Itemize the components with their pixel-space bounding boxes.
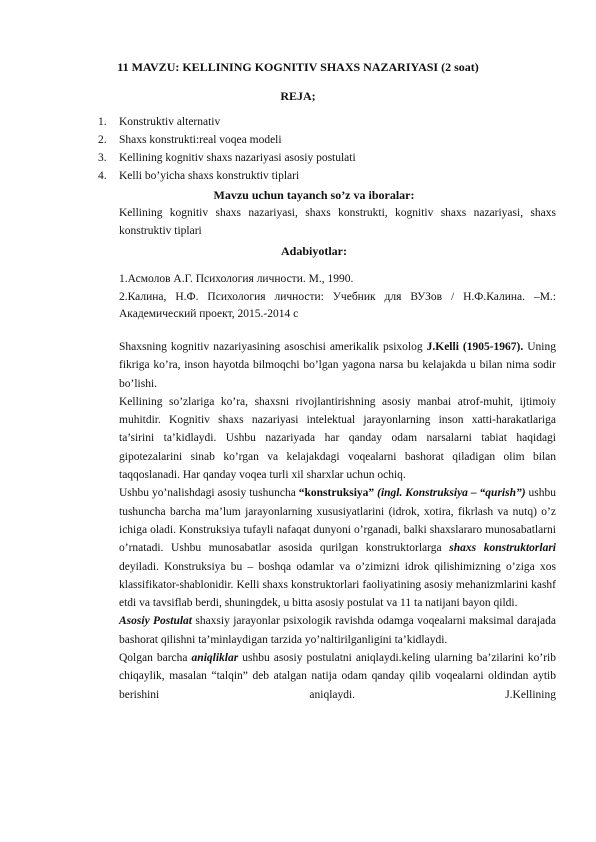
reference-item: 2.Калина, Н.Ф. Психология личности: Учебник для ВУЗов / Н.Ф.Калина. –М.: Академический проект, 2015.-2014 с [119, 290, 556, 320]
paragraph: Qolgan barcha aniqliklar ushbu asosiy postulatni aniqlaydi.keling ularning ba’zilarini ko’rib chiqaylik, masalan “talqin” deb atalgan natija odam qanday qilib voqealarni oldindan aytib berishini aniqlaydi. J.Kellining [119, 652, 557, 701]
plan-item: 3. Kellining kognitiv shaxs nazariyasi asosiy postulati [98, 152, 356, 164]
keywords-text: Kellining kognitiv shaxs nazariyasi, shaxs konstrukti, kognitiv shaxs nazariyasi, shaxs konstruktiv tiplari [119, 207, 556, 237]
keywords-heading: Mavzu uchun tayanch so’z va iboralar: [213, 188, 415, 202]
references-list [119, 271, 556, 324]
paragraph: Asosiy Postulat shaxsiy jarayonlar psixologik ravishda odamga voqealarni maksimal darajada bashorat qilishni ta’minlaydigan tarzida yo’naltirilganligini ta’kidlaydi. [119, 615, 556, 646]
plan-item: 4. Kelli bo’yicha shaxs konstruktiv tiplari [98, 170, 300, 182]
page-title: 11 MAVZU: KELLINING KOGNITIV SHAXS NAZARIYASI (2 soat) [117, 60, 479, 74]
plan-list [98, 113, 558, 185]
paragraph: Ushbu yo’nalishdagi asosiy tushuncha “konstruksiya” (ingl. Konstruksiya – “qurish”) ushbu tushuncha barcha ma’lum jarayonlarning xususiyatlarini (idrok, xotira, fikrlash va nutq) o’z ichiga oladi. Konstruksiya tufayli nafaqat dunyoni o’rganadi, balki shaxslararo munosabatlarni o’rnatadi. Ushbu munosabatlar asosida qurilgan konstruktorlarga shaxs konstruktorlari deyiladi. Konstruksiya bu – boshqa odamlar va o’zimizni idrok qilishimizning o’ziga xos klassifikator-shablonidir. Kelli shaxs konstruktorlari faoliyatining asosiy mehanizmlarini kashf etdi va tavsiflab berdi, shuningdek, u bitta asosiy postulat va 11 ta natijani bayon qildi. [119, 487, 556, 610]
plan-heading: REJA; [280, 89, 316, 103]
main-text [119, 338, 556, 704]
reference-item: 1.Асмолов А.Г. Психология личности. М., 1990. [119, 273, 354, 285]
plan-item: 1. Konstruktiv alternativ [98, 116, 221, 128]
paragraph: Shaxsning kognitiv nazariyasining asoschisi amerikalik psixolog J.Kelli (1905-1967). Uning fikriga ko’ra, inson hayotda bilmoqchi bo’lgan yagona narsa bu kelajakda u bilan nima sodir bo’lishi. [119, 341, 556, 390]
paragraph: Kellining so’zlariga ko’ra, shaxsni rivojlantirishning asosiy manbai atrof-muhit, ijtimoiy muhitdir. Kognitiv shaxs nazariyasi intelektual jarayonlarning inson xatti-harakatlariga ta’sirini ta’kidlaydi. Ushbu nazariyada har qanday odam narsalarni tabiat haqidagi gipotezalarini sinab ko’rgan va kelajakdagi voqealarni bashorat qiladigan olim bilan taqqoslanadi. Har qanday voqea turli xil sharxlar uchun ochiq. [119, 395, 556, 482]
plan-item: 2. Shaxs konstrukti:real voqea modeli [98, 134, 282, 146]
references-heading: Adabiyotlar: [281, 244, 347, 258]
